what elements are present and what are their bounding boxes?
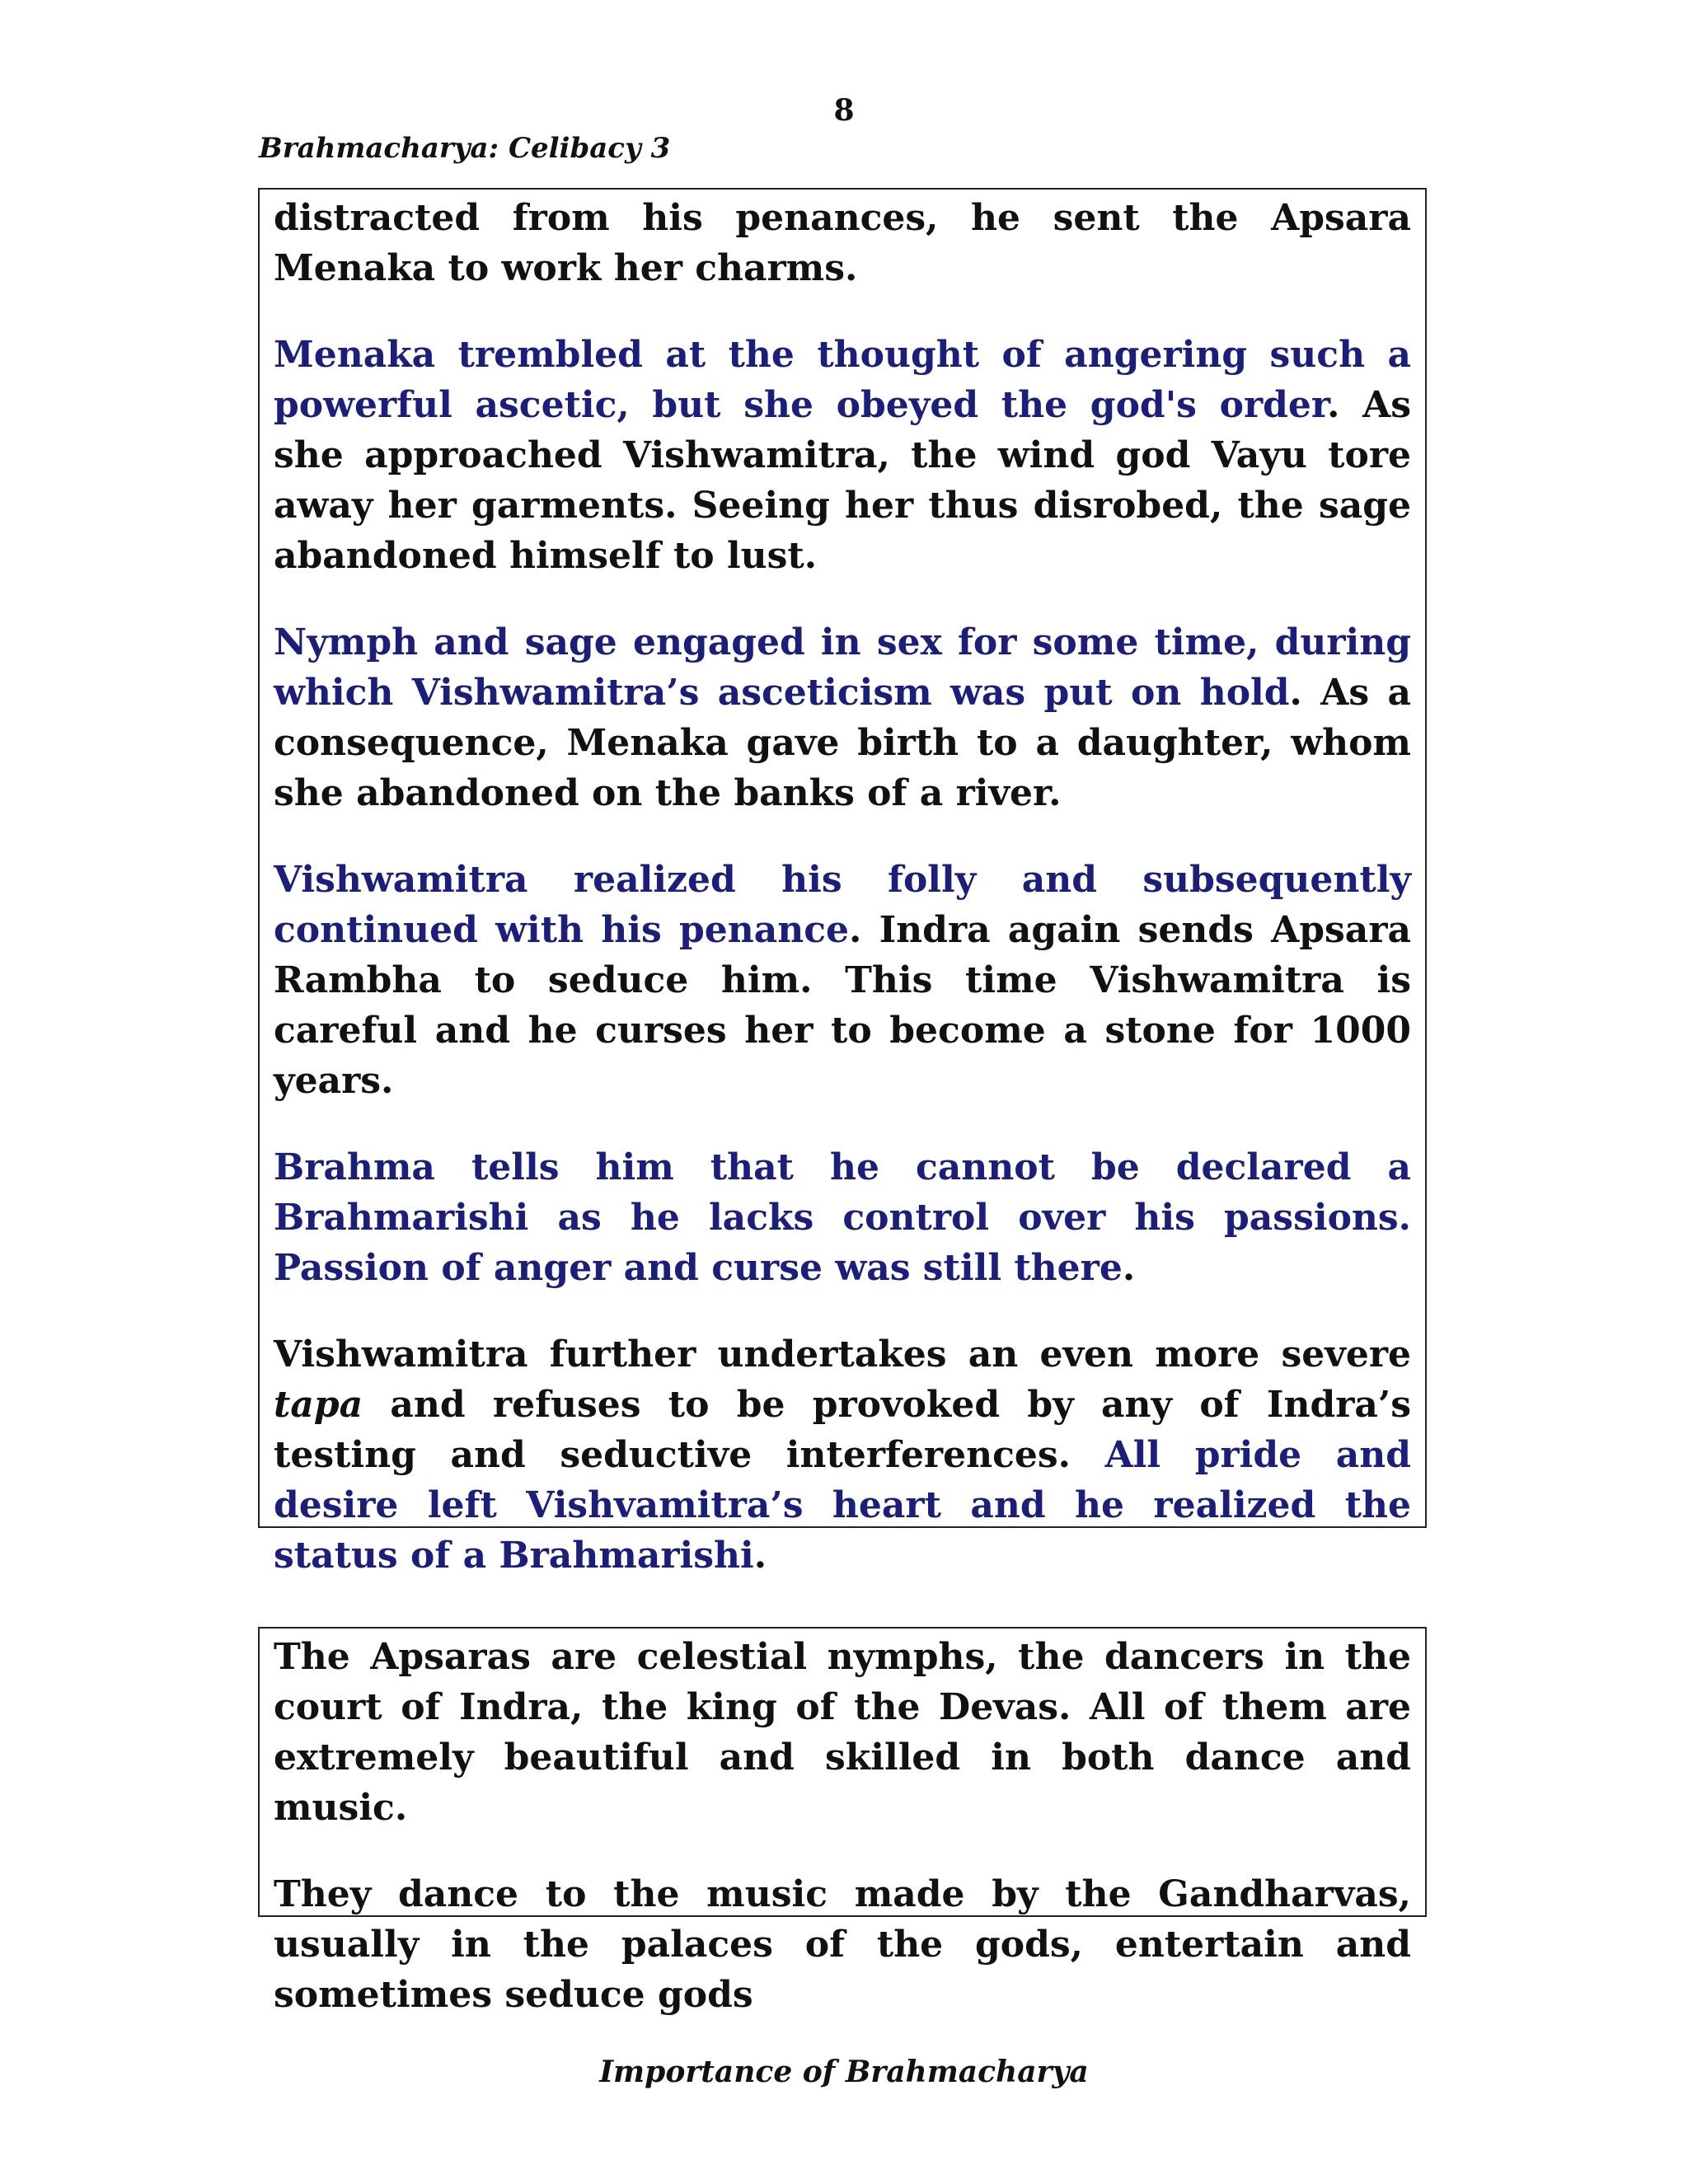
paragraph-text: . As she approached Vishwamitra, the wind god Vayu tore away her garments. Seeing her thus disrobed, the sage abandoned himself to lust. xyxy=(274,384,1412,577)
apsaras-info-box xyxy=(258,1627,1427,2016)
paragraph-5 xyxy=(274,1142,1411,1293)
paragraph-text: . Indra again sends Apsara Rambha to seduce him. This time Vishwamitra is careful and he curses her to become a stone for 1000 years. xyxy=(274,909,1412,1102)
paragraph-text: . xyxy=(1122,1247,1136,1289)
highlighted-text: Vishwamitra realized his folly and subsequently continued with his penance xyxy=(274,859,1411,951)
paragraph-text: Vishwamitra further undertakes an even more severe xyxy=(274,1333,1411,1376)
paragraph-3 xyxy=(274,617,1411,818)
italic-term: tapa xyxy=(274,1384,363,1426)
highlighted-text: Nymph and sage engaged in sex for some time, during which Vishwamitra’s asceticism was put on hold xyxy=(274,621,1411,714)
paragraph-1: distracted from his penances, he sent the Apsara Menaka to work her charms. xyxy=(274,197,1411,289)
story-text-box xyxy=(258,188,1427,1577)
paragraph-6 xyxy=(274,1329,1411,1581)
paragraph-2 xyxy=(274,330,1411,581)
paragraph-text: . xyxy=(753,1535,767,1577)
highlighted-text: Brahma tells him that he cannot be declared a Brahmarishi as he lacks control over his passions. Passion of anger and curse was still there xyxy=(274,1146,1411,1289)
paragraph-text: . As a consequence, Menaka gave birth to a daughter, whom she abandoned on the banks of a river. xyxy=(274,672,1412,814)
page-footer: Importance of Brahmacharya xyxy=(599,2055,1089,2089)
paragraph-text: and refuses to be provoked by any of Indra’s testing and seductive interferences. xyxy=(274,1384,1411,1476)
highlighted-text: All pride and desire left Vishvamitra’s heart and he realized the status of a Brahmarishi xyxy=(274,1434,1411,1577)
paragraph-4 xyxy=(274,855,1411,1106)
running-title: Brahmacharya: Celibacy 3 xyxy=(259,132,671,165)
paragraph-2: They dance to the music made by the Gandharvas, usually in the palaces of the gods, entertain and sometimes seduce gods xyxy=(274,1873,1411,2016)
page-number: 8 xyxy=(833,93,855,128)
paragraph-1: The Apsaras are celestial nymphs, the dancers in the court of Indra, the king of the Devas. All of them are extremely beautiful and skilled in both dance and music. xyxy=(274,1636,1411,1829)
highlighted-text: Menaka trembled at the thought of angering such a powerful ascetic, but she obeyed the god's order xyxy=(274,334,1411,426)
